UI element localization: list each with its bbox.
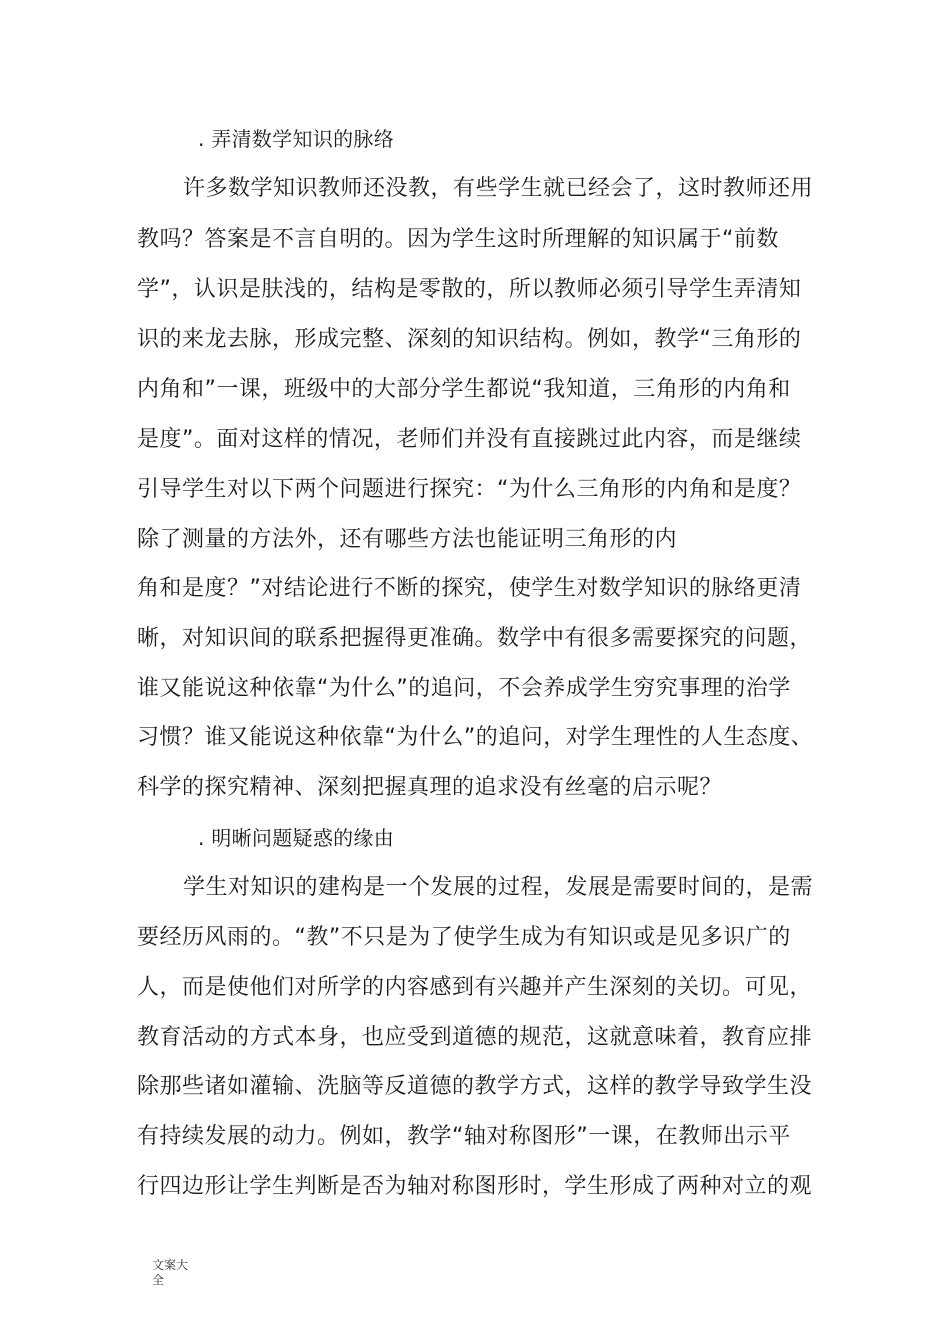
section-heading-1: . 弄清数学知识的脉络	[198, 127, 395, 151]
paragraph-1-line-2: 教吗？答案是不言自明的。因为学生这时所理解的知识属于“前数	[137, 227, 779, 252]
paragraph-2-line-4: 教育活动的方式本身，也应受到道德的规范，这就意味着，教育应排	[137, 1025, 813, 1050]
paragraph-2-line-1: 学生对知识的建构是一个发展的过程，发展是需要时间的，是需	[183, 875, 814, 900]
section-heading-2: . 明晰问题疑惑的缘由	[198, 826, 395, 850]
page-footer	[152, 1258, 188, 1288]
paragraph-2-line-5: 除那些诸如灌输、洗脑等反道德的教学方式，这样的教学导致学生没	[137, 1074, 813, 1099]
paragraph-1-line-6: 是度”。面对这样的情况，老师们并没有直接跳过此内容，而是继续	[137, 427, 802, 452]
paragraph-2-line-3: 人，而是使他们对所学的内容感到有兴趣并产生深刻的关切。可见，	[137, 975, 813, 1000]
paragraph-1-line-11: 谁又能说这种依靠“为什么”的追问，不会养成学生穷究事理的治学	[137, 676, 791, 701]
paragraph-1-line-12: 习惯？谁又能说这种依靠“为什么”的追问，对学生理性的人生态度、	[137, 725, 814, 750]
footer-line-2: 全	[152, 1273, 165, 1287]
paragraph-1-line-7: 引导学生对以下两个问题进行探究：“为什么三角形的内角和是度？	[137, 477, 802, 502]
paragraph-1-line-10: 晰，对知识间的联系把握得更准确。数学中有很多需要探究的问题，	[137, 626, 813, 651]
paragraph-2-line-7: 行四边形让学生判断是否为轴对称图形时，学生形成了两种对立的观	[137, 1174, 813, 1199]
paragraph-1-line-3: 学”，认识是肤浅的，结构是零散的，所以教师必须引导学生弄清知	[137, 277, 802, 302]
paragraph-1-line-1: 许多数学知识教师还没教，有些学生就已经会了，这时教师还用	[183, 176, 814, 201]
paragraph-1-line-13: 科学的探究精神、深刻把握真理的追求没有丝毫的启示呢？	[137, 775, 723, 800]
footer-line-1: 文案大	[152, 1258, 189, 1272]
paragraph-2-line-2: 要经历风雨的。“教”不只是为了使学生成为有知识或是见多识广的	[137, 925, 791, 950]
paragraph-1-line-8: 除了测量的方法外，还有哪些方法也能证明三角形的内	[137, 527, 678, 552]
paragraph-1-line-4: 识的来龙去脉，形成完整、深刻的知识结构。例如，教学“三角形的	[137, 327, 802, 352]
paragraph-2-line-6: 有持续发展的动力。例如，教学“轴对称图形”一课，在教师出示平	[137, 1124, 791, 1149]
paragraph-1-line-9: 角和是度？”对结论进行不断的探究，使学生对数学知识的脉络更清	[137, 576, 802, 601]
paragraph-1-line-5: 内角和”一课，班级中的大部分学生都说“我知道，三角形的内角和	[137, 377, 791, 402]
